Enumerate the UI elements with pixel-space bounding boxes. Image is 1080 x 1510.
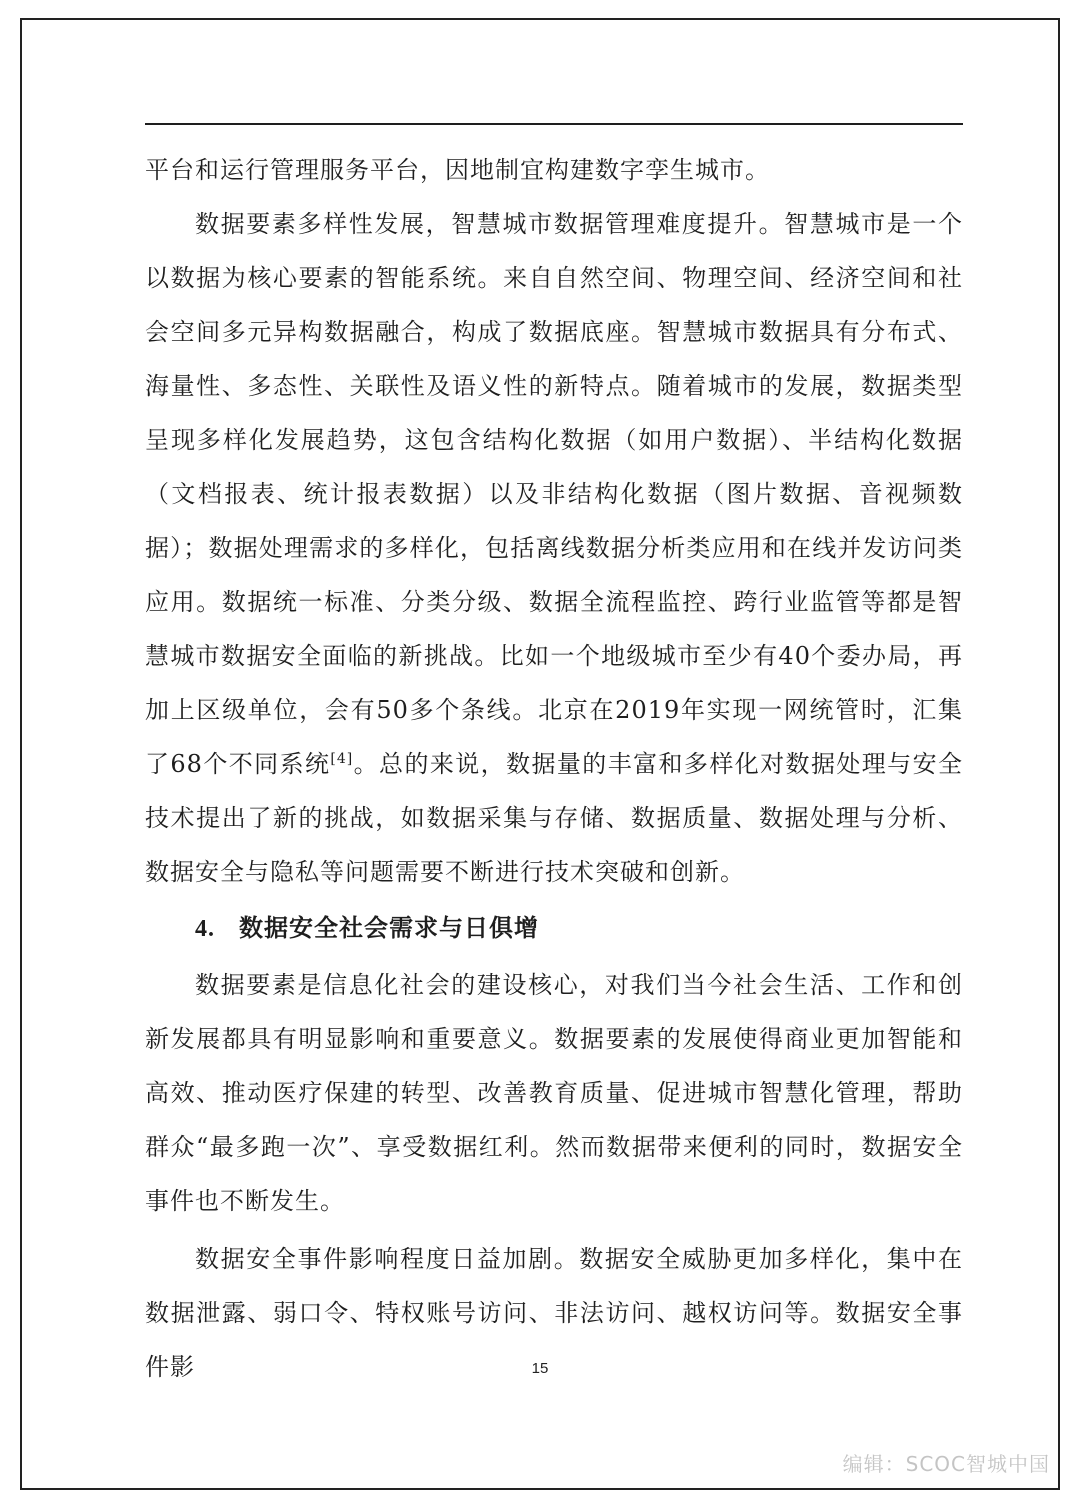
paragraph-data-diversity xyxy=(145,197,963,899)
citation-ref: [4] xyxy=(330,751,354,767)
paragraph-security-events: 数据安全事件影响程度日益加剧。数据安全威胁更加多样化，集中在数据泄露、弱口令、特权账号访问、非法访问、越权访问等。数据安全事件影 xyxy=(145,1245,963,1381)
page-number: 15 xyxy=(531,1360,549,1377)
paragraph-text: 数据要素多样性发展，智慧城市数据管理难度提升。智慧城市是一个以数据为核心要素的智能系统。来自自然空间、物理空间、经济空间和社会空间多元异构数据融合，构成了数据底座。智慧城市数据具有分布式、海量性、多态性、关联性及语义性的新特点。随着城市的发展，数据类型呈现多样化发展趋势，这包含结构化数据（如用户数据）、半结构化数据（文档报表、统计报表数据）以及非结构化数据（图片数据、音视频数据）；数据处理需求的多样化，包括离线数据分析类应用和在线并发访问类应用。数据统一标准、分类分级、数据全流程监控、跨行业监管等都是智慧城市数据安全面临的新挑战。比如一个地级城市至少有40个委办局，再加上区级单位，会有50多个条线。北京在2019年实现一网统管时，汇集了68个不同系统 xyxy=(145,210,963,778)
section-title: 数据安全社会需求与日俱增 xyxy=(239,914,539,942)
document-body xyxy=(145,143,963,1394)
paragraph-continued: 平台和运行管理服务平台，因地制宜构建数字孪生城市。 xyxy=(145,156,770,184)
watermark: 编辑：SCOC智城中国 xyxy=(842,1452,1050,1476)
header-rule xyxy=(145,123,963,125)
section-number: 4. xyxy=(195,916,215,942)
paragraph-text-cont: 。总的来说，数据量的丰富和多样化对数据处理与安全技术提出了新的挑战，如数据采集与存储、数据质量、数据处理与分析、数据安全与隐私等问题需要不断进行技术突破和创新。 xyxy=(145,750,963,886)
section-heading xyxy=(145,901,963,956)
paragraph-data-elements: 数据要素是信息化社会的建设核心，对我们当今社会生活、工作和创新发展都具有明显影响和重要意义。数据要素的发展使得商业更加智能和高效、推动医疗保建的转型、改善教育质量、促进城市智慧化管理，帮助群众“最多跑一次”、享受数据红利。然而数据带来便利的同时，数据安全事件也不断发生。 xyxy=(145,971,963,1215)
